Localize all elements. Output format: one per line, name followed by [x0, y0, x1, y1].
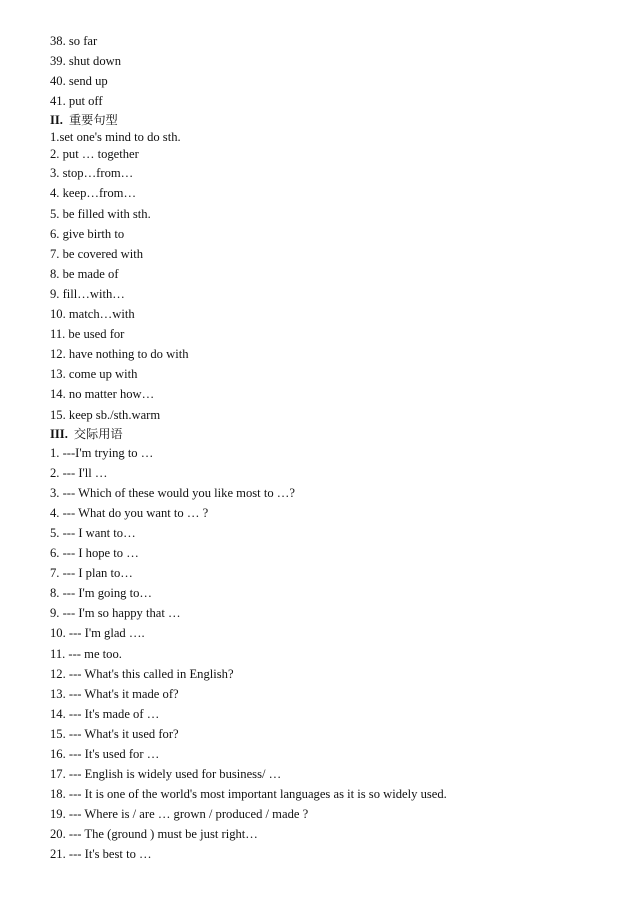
- list-item: 38. so far: [50, 34, 98, 48]
- list-item: 41. put off: [50, 94, 103, 109]
- section-heading-communication: [50, 425, 610, 443]
- list-item: 3. stop…from…: [50, 166, 134, 181]
- list-item: 2. put … together: [50, 147, 139, 162]
- list-item: 8. be made of: [50, 266, 119, 281]
- list-item: 5. --- I want to…: [50, 525, 136, 540]
- section-title: 交际用语: [73, 426, 123, 441]
- section-heading-sentence-patterns: [50, 111, 610, 129]
- list-item: 8. --- I'm going to…: [50, 586, 152, 601]
- list-item: 13. --- What's it made of?: [50, 686, 179, 701]
- list-item: 17. --- English is widely used for business/ …: [50, 767, 282, 782]
- list-item: 12. have nothing to do with: [50, 347, 189, 362]
- list-item: 1.set one's mind to do sth.: [50, 130, 181, 145]
- list-item: 7. be covered with: [50, 246, 144, 261]
- list-item: 6. give birth to: [50, 226, 125, 241]
- list-item: 5. be filled with sth.: [50, 206, 151, 221]
- section-number: III.: [50, 426, 68, 441]
- list-item: 4. keep…from…: [50, 186, 137, 201]
- list-item: 1. ---I'm trying to …: [50, 445, 154, 460]
- section-number: II.: [50, 113, 63, 128]
- list-item: 7. --- I plan to…: [50, 566, 133, 581]
- list-item: 13. come up with: [50, 367, 138, 382]
- list-item: 39. shut down: [50, 54, 122, 69]
- list-item: 20. --- The (ground ) must be just right…: [50, 827, 258, 842]
- list-item: 14. --- It's made of …: [50, 706, 160, 721]
- list-item: 21. --- It's best to …: [50, 847, 152, 862]
- list-item: 3. --- Which of these would you like most to …?: [50, 485, 295, 500]
- list-item: 40. send up: [50, 74, 108, 89]
- list-item: 11. be used for: [50, 327, 125, 342]
- list-item: 4. --- What do you want to … ?: [50, 505, 209, 520]
- list-item: 9. fill…with…: [50, 286, 125, 301]
- list-item: 9. --- I'm so happy that …: [50, 606, 181, 621]
- list-item: 11. --- me too.: [50, 646, 122, 661]
- section-title: 重要句型: [68, 113, 118, 128]
- document-page: [50, 31, 610, 865]
- list-item: 16. --- It's used for …: [50, 747, 160, 761]
- list-item: 15. --- What's it used for?: [50, 726, 179, 741]
- list-item: 10. match…with: [50, 307, 135, 322]
- list-item: 18. --- It is one of the world's most important languages as it is so widely used.: [50, 787, 447, 802]
- list-item: 6. --- I hope to …: [50, 546, 139, 561]
- list-item: 15. keep sb./sth.warm: [50, 407, 161, 422]
- list-item: 12. --- What's this called in English?: [50, 666, 234, 681]
- list-item: 10. --- I'm glad ….: [50, 626, 145, 641]
- list-item: 19. --- Where is / are … grown / produced / made ?: [50, 807, 309, 822]
- phrase-list-top: [50, 31, 610, 111]
- list-item: 2. --- I'll …: [50, 465, 108, 480]
- sentence-pattern-list: [50, 129, 610, 424]
- communication-phrase-list: [50, 443, 610, 865]
- list-item: 14. no matter how…: [50, 387, 155, 402]
